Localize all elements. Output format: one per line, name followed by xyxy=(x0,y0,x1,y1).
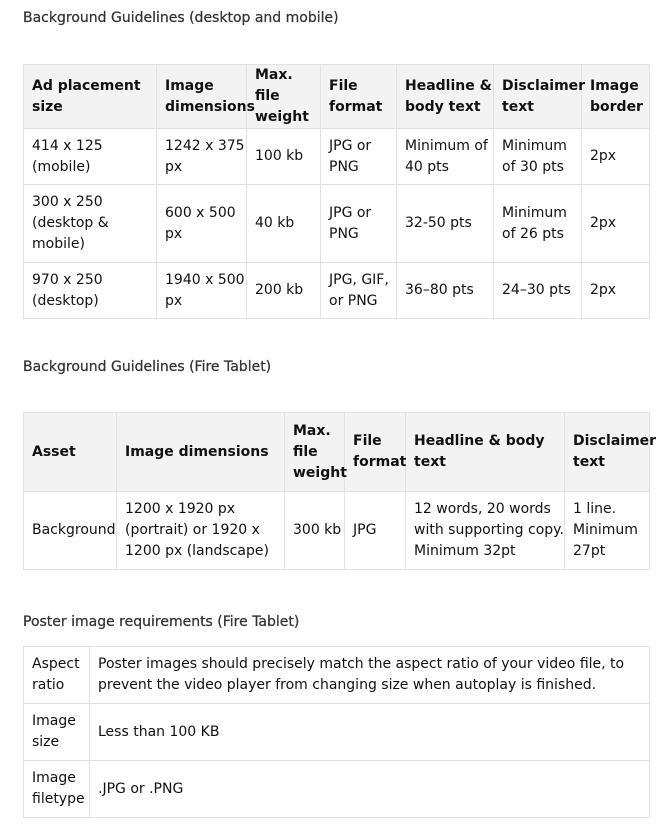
table-cell: 414 x 125 (mobile) xyxy=(24,129,157,185)
table-cell: 100 kb xyxy=(247,129,321,185)
column-header: Disclaimer text xyxy=(494,65,582,129)
table-cell: 2px xyxy=(582,185,650,263)
section-title-bg-desktop: Background Guidelines (desktop and mobile) xyxy=(23,10,339,26)
column-header: Image border xyxy=(582,65,650,129)
poster-table xyxy=(23,646,650,818)
table-cell: 1940 x 500 px xyxy=(157,263,247,319)
table-cell: 40 kb xyxy=(247,185,321,263)
table-cell: 2px xyxy=(582,129,650,185)
table-cell: 1200 x 1920 px (portrait) or 1920 x 1200 px (landscape) xyxy=(117,492,285,570)
table-cell: Less than 100 KB xyxy=(90,704,650,761)
column-header: Disclaimer text xyxy=(565,413,650,492)
table-cell: JPG or PNG xyxy=(321,129,397,185)
column-header: File format xyxy=(345,413,406,492)
table-cell: Background xyxy=(24,492,117,570)
table-cell: 32-50 pts xyxy=(397,185,494,263)
table-cell: 36–80 pts xyxy=(397,263,494,319)
table-row xyxy=(24,761,650,818)
table-cell: Minimum of 26 pts xyxy=(494,185,582,263)
column-header: Headline & body text xyxy=(406,413,565,492)
table-header-row xyxy=(24,413,650,492)
table-cell: 300 x 250 (desktop & mobile) xyxy=(24,185,157,263)
table-row xyxy=(24,185,650,263)
row-label: Image size xyxy=(24,704,90,761)
table-cell: Poster images should precisely match the aspect ratio of your video file, to prevent the video player from changing size when autoplay is finished. xyxy=(90,647,650,704)
table-cell: 300 kb xyxy=(285,492,345,570)
table-cell: JPG xyxy=(345,492,406,570)
column-header: Max. file weight xyxy=(247,65,321,129)
table-cell: Minimum of 30 pts xyxy=(494,129,582,185)
table-cell: 2px xyxy=(582,263,650,319)
table-cell: JPG, GIF, or PNG xyxy=(321,263,397,319)
table-cell: .JPG or .PNG xyxy=(90,761,650,818)
column-header: Image dimensions xyxy=(157,65,247,129)
table-cell: 12 words, 20 words with supporting copy. Minimum 32pt xyxy=(406,492,565,570)
table-row xyxy=(24,263,650,319)
table-cell: 24–30 pts xyxy=(494,263,582,319)
table-header-row xyxy=(24,65,650,129)
column-header: Max. file weight xyxy=(285,413,345,492)
table-row xyxy=(24,129,650,185)
row-label: Image filetype xyxy=(24,761,90,818)
table-cell: 600 x 500 px xyxy=(157,185,247,263)
section-title-bg-fire: Background Guidelines (Fire Tablet) xyxy=(23,359,272,375)
table-cell: 1 line. Minimum 27pt xyxy=(565,492,650,570)
table-row xyxy=(24,492,650,570)
table-cell: 1242 x 375 px xyxy=(157,129,247,185)
row-label: Aspect ratio xyxy=(24,647,90,704)
column-header: File format xyxy=(321,65,397,129)
table-row xyxy=(24,704,650,761)
column-header: Image dimensions xyxy=(117,413,285,492)
table-row xyxy=(24,647,650,704)
section-title-poster: Poster image requirements (Fire Tablet) xyxy=(23,614,300,630)
table-cell: 970 x 250 (desktop) xyxy=(24,263,157,319)
column-header: Ad placement size xyxy=(24,65,157,129)
column-header: Asset xyxy=(24,413,117,492)
table-cell: Minimum of 40 pts xyxy=(397,129,494,185)
bg-fire-table xyxy=(23,412,657,570)
column-header: Headline & body text xyxy=(397,65,494,129)
table-cell: 200 kb xyxy=(247,263,321,319)
table-cell: JPG or PNG xyxy=(321,185,397,263)
bg-desktop-table xyxy=(23,64,650,319)
